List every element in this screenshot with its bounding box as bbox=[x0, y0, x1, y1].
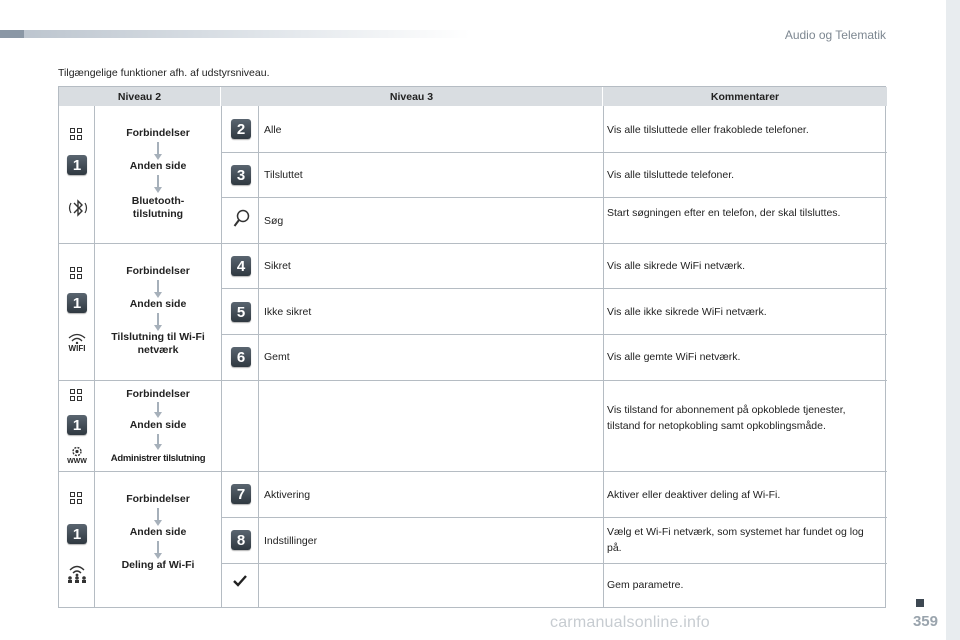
page-side-strip bbox=[946, 0, 960, 640]
watermark: carmanualsonline.info bbox=[550, 614, 710, 631]
step-badge: 7 bbox=[231, 484, 251, 504]
bluetooth-icon bbox=[68, 197, 88, 219]
page-number: 359 bbox=[912, 613, 938, 630]
navigation-path bbox=[95, 117, 221, 227]
step-badge: 4 bbox=[231, 256, 251, 276]
comment-text: Start søgningen efter en telefon, der skal tilsluttes. bbox=[607, 207, 841, 219]
nav-step-manage-connection: Administrer tilslutning bbox=[110, 453, 206, 464]
column-header-level3: Niveau 3 bbox=[221, 87, 603, 106]
comment-text: Gem parametre. bbox=[607, 579, 684, 591]
menu-grid-icon bbox=[70, 492, 82, 504]
nav-step-other-page: Anden side bbox=[129, 160, 187, 172]
level3-label: Indstillinger bbox=[264, 535, 318, 547]
comment-text: Vis alle tilsluttede telefoner. bbox=[607, 169, 735, 181]
grid-line bbox=[59, 243, 887, 244]
level3-label: Ikke sikret bbox=[264, 306, 312, 318]
step-badge: 1 bbox=[67, 524, 87, 544]
grid-line bbox=[221, 563, 887, 564]
nav-step-connections: Forbindelser bbox=[126, 388, 190, 400]
grid-line bbox=[59, 471, 887, 472]
checkmark-icon bbox=[233, 575, 247, 587]
nav-step-bluetooth: Bluetooth- tilslutning bbox=[131, 195, 185, 220]
grid-line bbox=[603, 106, 604, 608]
hotspot-icon bbox=[66, 562, 88, 584]
column-header-level2: Niveau 2 bbox=[59, 87, 221, 106]
nav-step-other-page: Anden side bbox=[129, 419, 187, 431]
navigation-path bbox=[95, 473, 221, 593]
grid-line bbox=[221, 106, 222, 608]
grid-line bbox=[221, 288, 887, 289]
step-badge: 5 bbox=[231, 302, 251, 322]
navigation-path bbox=[95, 255, 221, 370]
grid-line bbox=[221, 517, 887, 518]
wifi-icon: WIFI bbox=[65, 333, 89, 355]
step-badge: 3 bbox=[231, 165, 251, 185]
intro-text: Tilgængelige funktioner afh. af udstyrsniveau. bbox=[58, 67, 270, 79]
grid-line bbox=[221, 197, 887, 198]
level3-label: Aktivering bbox=[264, 489, 311, 501]
nav-step-other-page: Anden side bbox=[129, 526, 187, 538]
nav-step-connections: Forbindelser bbox=[126, 265, 190, 277]
nav-step-other-page: Anden side bbox=[129, 298, 187, 310]
column-header-comments: Kommentarer bbox=[603, 87, 887, 106]
step-badge: 1 bbox=[67, 155, 87, 175]
search-icon bbox=[233, 209, 251, 229]
nav-step-wifi-sharing: Deling af Wi-Fi bbox=[121, 559, 195, 571]
nav-step-connections: Forbindelser bbox=[126, 493, 190, 505]
step-badge: 1 bbox=[67, 293, 87, 313]
comment-text: Aktiver eller deaktiver deling af Wi-Fi. bbox=[607, 489, 781, 501]
comment-text: Vis alle gemte WiFi netværk. bbox=[607, 351, 741, 363]
nav-step-connections: Forbindelser bbox=[126, 127, 190, 139]
step-badge: 8 bbox=[231, 530, 251, 550]
page-marker bbox=[916, 599, 924, 607]
grid-line bbox=[221, 334, 887, 335]
section-title: Audio og Telematik bbox=[784, 28, 886, 42]
level3-label: Alle bbox=[264, 124, 282, 136]
comment-text: Vis tilstand for abonnement på opkoblede tjenester, tilstand for netopkobling samt opkoblingsmåde. bbox=[607, 404, 846, 432]
comment-text: Vælg et Wi-Fi netværk, som systemet har fundet og log på. bbox=[607, 526, 864, 554]
level3-label: Sikret bbox=[264, 260, 291, 272]
navigation-path bbox=[95, 381, 221, 471]
www-gear-icon: WWW bbox=[64, 445, 90, 467]
comment-text: Vis alle sikrede WiFi netværk. bbox=[607, 260, 746, 272]
step-badge: 6 bbox=[231, 347, 251, 367]
header-decor-bar bbox=[0, 30, 470, 38]
step-badge: 1 bbox=[67, 415, 87, 435]
step-badge: 2 bbox=[231, 119, 251, 139]
functions-table bbox=[58, 86, 886, 608]
grid-line bbox=[258, 106, 259, 608]
header-decor-accent bbox=[0, 30, 24, 38]
comment-text: Vis alle tilsluttede eller frakoblede telefoner. bbox=[607, 124, 809, 136]
grid-line bbox=[221, 152, 887, 153]
level3-label: Tilsluttet bbox=[264, 169, 303, 181]
nav-step-wifi: Tilslutning til Wi-Fi netværk bbox=[111, 331, 205, 356]
menu-grid-icon bbox=[70, 389, 82, 401]
comment-text: Vis alle ikke sikrede WiFi netværk. bbox=[607, 306, 767, 318]
level3-label: Gemt bbox=[264, 351, 290, 363]
menu-grid-icon bbox=[70, 128, 82, 140]
menu-grid-icon bbox=[70, 267, 82, 279]
level3-label: Søg bbox=[264, 215, 284, 227]
